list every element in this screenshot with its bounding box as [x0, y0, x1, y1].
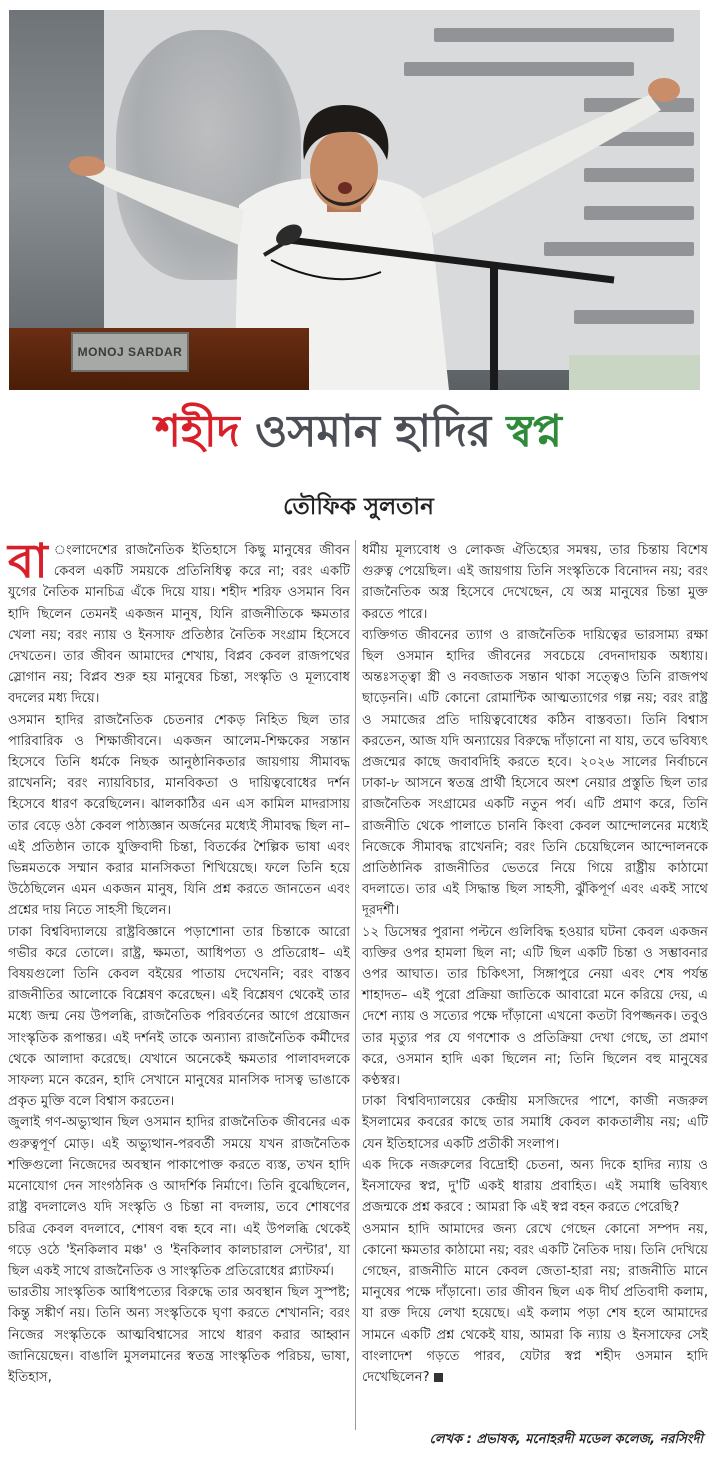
title-word-4: স্বপ্ন: [506, 406, 563, 457]
title-word-2: ওসমান: [255, 406, 380, 457]
paragraph: ১২ ডিসেম্বর পুরানা পল্টনে গুলিবিদ্ধ হওয়ার ঘটনা কেবল একজন ব্যক্তির ওপর হামলা ছিল না; এটি ছিল একটি চিন্তা ও সম্ভাবনার ওপর আঘাত। তার চিকিৎসা, সিঙ্গাপুরে নেয়া এবং শেষ পর্যন্ত শাহাদত– এই পুরো প্রক্রিয়া জাতিকে আবারো মনে করিয়ে দেয়, এ দেশে ন্যায় ও সত্যের পক্ষে দাঁড়ানো এখনো কতটা বিপজ্জনক। তবুও তার মৃত্যুর পর যে গণশোক ও প্রতিক্রিয়া দেখা গেছে, তা প্রমাণ করে, ওসমান হাদি একা ছিলেন না; তিনি ছিলেন বহু মানুষের কণ্ঠস্বর।: [362, 924, 708, 1089]
paragraph: ঢাকা বিশ্ববিদ্যালয়ের কেন্দ্রীয় মসজিদের পাশে, কাজী নজরুল ইসলামের কবরের কাছে তার সমাধি কেবল কাকতালীয় নয়; এটি যেন ইতিহাসের একটি প্রতীকী সংলাপ।: [362, 1094, 708, 1152]
paragraph: বা ংলাদেশের রাজনৈতিক ইতিহাসে কিছু মানুষের জীবন কেবল একটি সময়কে প্রতিনিধিত্ব করে না; বরং একটি যুগের নৈতিক মানচিত্র এঁকে দিয়ে যায়। শহীদ শরিফ ওসমান বিন হাদি ছিলেন তেমনই একজন মানুষ, যিনি রাজনীতিকে ক্ষমতার খেলা নয়; বরং ন্যায় ও ইনসাফ প্রতিষ্ঠার নৈতিক সংগ্রাম হিসেবে দেখতেন। তার জীবন আমাদের শেখায়, বিপ্লব কেবল রাজপথের স্লোগান নয়; বিপ্লব শুরু হয় মানুষের চিন্তা, সংস্কৃতি ও মূল্যবোধ বদলের মধ্য দিয়ে।: [8, 534, 350, 707]
paragraph: ওসমান হাদি আমাদের জন্য রেখে গেছেন কোনো সম্পদ নয়, কোনো ক্ষমতার কাঠামো নয়; বরং একটি নৈতিক দায়। তিনি দেখিয়ে গেছেন, রাজনীতি মানে কেবল জেতা-হারা নয়; রাজনীতি মানে মানুষের পক্ষে দাঁড়ানো। তার জীবন ছিল এক দীর্ঘ প্রতিবাদী কলাম, যা রক্ত দিয়ে লেখা হয়েছে। এই কলাম পড়া শেষ হলে আমাদের সামনে একটি প্রশ্ন থেকেই যায়, আমরা কি ন্যায় ও ইনসাফের সেই বাংলাদেশ গড়তে পারব, যেটার স্বপ্ন শহীদ ওসমান হাদি দেখেছিলেন?: [362, 1221, 708, 1385]
article-photo: [9, 10, 700, 390]
article-title: [0, 404, 717, 460]
author-byline: তৌফিক সুলতান: [283, 494, 434, 520]
paragraph: ব্যক্তিগত জীবনের ত্যাগ ও রাজনৈতিক দায়িত্বের ভারসাম্য রক্ষা ছিল ওসমান হাদির জীবনের সবচেয়ে বেদনাদায়ক অধ্যায়। অন্তঃসত্ত্বা স্ত্রী ও নবজাতক সন্তান থাকা সত্ত্বেও তিনি রাজপথ ছাড়েননি। এটি কোনো রোমান্টিক আত্মত্যাগের গল্প নয়; বরং রাষ্ট্র ও সমাজের প্রতি দায়িত্ববোধের কঠিন বাস্তবতা। তিনি বিশ্বাস করতেন, আজ যদি অন্যায়ের বিরুদ্ধে দাঁড়ানো না যায়, তবে ভবিষ্যৎ প্রজন্মের কাছে জবাবদিহি করতে হবে। ২০২৬ সালের নির্বাচনে ঢাকা-৮ আসনে স্বতন্ত্র প্রার্থী হিসেবে অংশ নেয়ার প্রস্তুতি ছিল তার রাজনৈতিক সংগ্রামের একটি নতুন পর্ব। এটি প্রমাণ করে, তিনি রাজনীতি থেকে পালাতে চাননি কিংবা কেবল আন্দোলনের মধ্যেই নিজেকে সীমাবদ্ধ রাখেননি; বরং তিনি চেয়েছিলেন আন্দোলনকে প্রাতিষ্ঠানিক রাজনীতির ভেতরে নিয়ে গিয়ে রাষ্ট্রীয় কাঠামো বদলাতে। তার এই সিদ্ধান্ত ছিল সাহসী, ঝুঁকিপূর্ণ এবং একই সাথে দূরদর্শী।: [362, 627, 708, 919]
paragraph: ওসমান হাদির রাজনৈতিক চেতনার শেকড় নিহিত ছিল তার পারিবারিক ও শিক্ষাজীবনে। একজন আলেম-শিক্ষকের সন্তান হিসেবে তিনি ধর্মকে নিছক আনুষ্ঠানিকতার জায়গায় সীমাবদ্ধ রাখেননি; বরং ন্যায়বিচার, মানবিকতা ও দায়িত্ববোধের দর্শন হিসেবে ধারণ করেছিলেন। ঝালকাঠির এন এস কামিল মাদরাসায় তার বেড়ে ওঠা কেবল পাঠ্যজ্ঞান অর্জনের মধ্যেই সীমাবদ্ধ ছিল না– এই প্রতিষ্ঠান তাকে যুক্তিবাদী চিন্তা, বিতর্কের শৈল্পিক ভাষা এবং ভিন্নমতকে সম্মান করার মানসিকতা শিখিয়েছে। ফলে তিনি হয়ে উঠেছিলেন এমন একজন মানুষ, যিনি প্রশ্ন করতে জানতেন এবং প্রশ্নের দায় নিতে সাহসী ছিলেন।: [8, 712, 350, 919]
paragraph: ধর্মীয় মূল্যবোধ ও লোকজ ঐতিহ্যের সমন্বয়, তার চিন্তায় বিশেষ গুরুত্ব পেয়েছিল। এই জায়গায় তিনি সংস্কৃতিকে বিনোদন নয়; বরং রাজনৈতিক অস্ত্র হিসেবে দেখেছেন, যে অস্ত্র মানুষের চিন্তা মুক্ত করতে পারে।: [362, 543, 708, 622]
paragraph: ভারতীয় সাংস্কৃতিক আধিপত্যের বিরুদ্ধে তার অবস্থান ছিল সুস্পষ্ট; কিন্তু সঙ্কীর্ণ নয়। তিনি অন্য সংস্কৃতিকে ঘৃণা করতে শেখাননি; বরং নিজের সংস্কৃতিকে আত্মবিশ্বাসের সাথে ধারণ করার আহ্বান জানিয়েছেন। বাঙালি মুসলমানের স্বতন্ত্র সাংস্কৃতিক পরিচয়, ভাষা, ইতিহাস,: [8, 1285, 350, 1385]
drop-cap: বা: [8, 534, 48, 589]
paragraph: এক দিকে নজরুলের বিদ্রোহী চেতনা, অন্য দিকে হাদির ন্যায় ও ইনসাফের স্বপ্ন, দু'টি একই ধারায় প্রবাহিত। এই সমাধি ভবিষ্যৎ প্রজন্মকে প্রশ্ন করবে : আমরা কি এই স্বপ্ন বহন করতে পেরেছি?: [362, 1157, 708, 1216]
end-of-article-mark: [434, 1373, 443, 1382]
left-column: [8, 534, 350, 1388]
author-credit: লেখক : প্রভাষক, মনোহরদী মডেল কলেজ, নরসিংদী: [429, 1432, 703, 1447]
podium-nameplate: MONOJ SARDAR: [71, 332, 189, 372]
right-column: [362, 540, 708, 1388]
title-word-1: শহীদ: [154, 406, 240, 457]
column-divider: [355, 540, 356, 1430]
paragraph: ঢাকা বিশ্ববিদ্যালয়ে রাষ্ট্রবিজ্ঞানে পড়াশোনা তার চিন্তাকে আরো গভীর করে তোলে। রাষ্ট্র, ক্ষমতা, আধিপত্য ও প্রতিরোধ– এই বিষয়গুলো তিনি কেবল বইয়ের পাতায় দেখেননি; বরং বাস্তব রাজনীতির আলোকে বিশ্লেষণ করেছেন। এই বিশ্লেষণ থেকেই তার মধ্যে জন্ম নেয় উপলব্ধি, রাজনৈতিক পরিবর্তনের আগে প্রয়োজন সাংস্কৃতিক রূপান্তর। এই দর্শনই তাকে অন্যান্য রাজনৈতিক কর্মীদের থেকে আলাদা করেছে। যেখানে অনেকেই ক্ষমতার পালাবদলকে সাফল্য মনে করেন, হাদি সেখানে মানুষের মানসিক দাসত্ব ভাঙাকে প্রকৃত মুক্তি বলে বিশ্বাস করতেন।: [8, 924, 350, 1110]
paragraph: জুলাই গণ-অভ্যুত্থান ছিল ওসমান হাদির রাজনৈতিক জীবনের এক গুরুত্বপূর্ণ মোড়। এই অভ্যুত্থান-পরবর্তী সময়ে যখন রাজনৈতিক শক্তিগুলো নিজেদের অবস্থান পাকাপোক্ত করতে ব্যস্ত, তখন হাদি মনোযোগ দেন সাংগঠনিক ও আদর্শিক নির্মাণে। তিনি বুঝেছিলেন, রাষ্ট্র বদলালেও যদি সংস্কৃতি ও চিন্তা না বদলায়, তবে শোষণের চরিত্র কেবল বদলাবে, শোষণ বন্ধ হবে না। এই উপলব্ধি থেকেই গড়ে ওঠে 'ইনকিলাব মঞ্চ' ও 'ইনকিলাব কালচারাল সেন্টার', যা ছিল একই সাথে রাজনৈতিক ও সাংস্কৃতিক প্রতিরোধের প্ল্যাটফর্ম।: [8, 1115, 350, 1279]
title-word-3: হাদির: [395, 406, 492, 457]
